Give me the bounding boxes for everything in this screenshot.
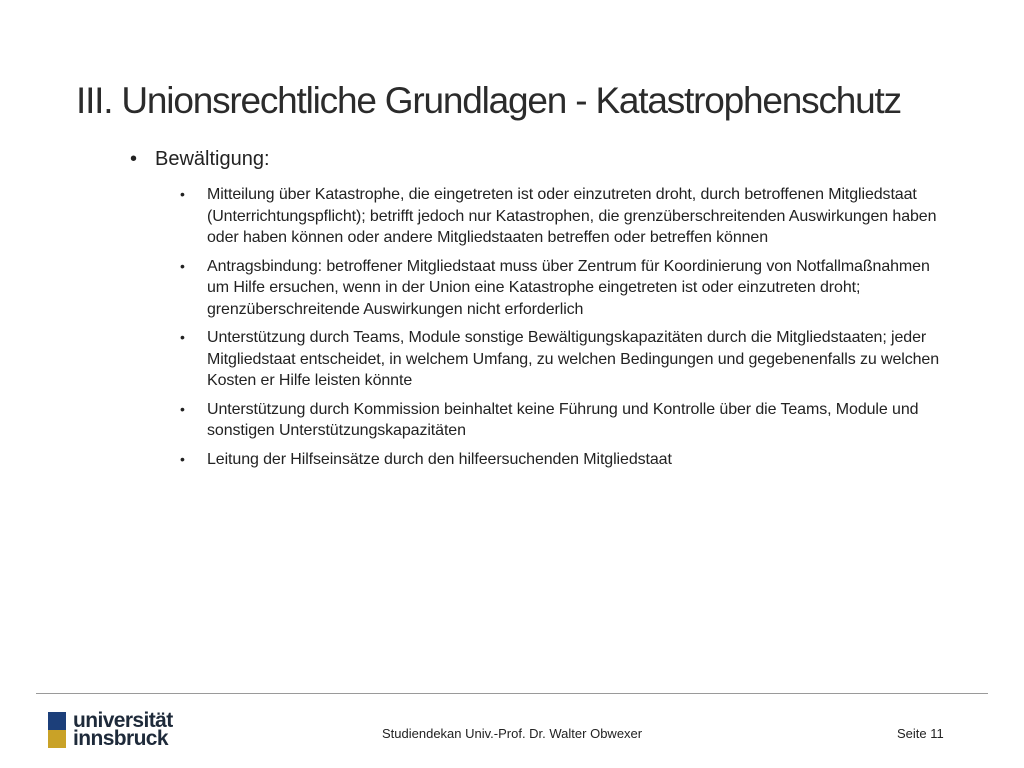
level1-bullet-item — [130, 148, 270, 171]
sub-bullet-list — [180, 184, 940, 477]
bullet-marker: • — [130, 148, 138, 170]
slide-title: III. Unionsrechtliche Grundlagen - Katastrophenschutz — [76, 80, 901, 121]
list-item-text: Mitteilung über Katastrophe, die eingetreten ist oder einzutreten droht, durch betroffenen Mitgliedstaat (Unterrichtungspflicht); betrifft jedoch nur Katastrophen, die grenzüberschreitenden Auswirkungen haben oder haben können oder andere Mitgliedstaaten betreffen oder betreffen können — [207, 186, 937, 246]
level1-text: Bewältigung: — [155, 148, 270, 170]
list-item-text: Unterstützung durch Kommission beinhaltet keine Führung und Kontrolle über die Teams, Module und sonstigen Unterstützungskapazitäten — [207, 400, 919, 439]
list-item-text: Antragsbindung: betroffener Mitgliedstaat muss über Zentrum für Koordinierung von Notfallmaßnahmen um Hilfe ersuchen, wenn in der Union eine Katastrophe eingetreten ist oder einzutreten droht; grenzüberschreitende Auswirkungen nicht erforderlich — [207, 257, 930, 318]
logo-mark-icon — [48, 712, 66, 748]
list-item — [180, 327, 940, 392]
logo-square-blue — [48, 712, 66, 730]
bullet-marker: • — [180, 450, 185, 467]
bullet-marker: • — [180, 257, 185, 274]
list-item-text: Leitung der Hilfseinsätze durch den hilfeersuchenden Mitgliedstaat — [207, 450, 672, 468]
page-number: Seite 11 — [897, 726, 944, 741]
bullet-marker: • — [180, 329, 185, 345]
list-item — [180, 256, 940, 321]
list-item — [180, 184, 940, 249]
bullet-marker: • — [180, 186, 185, 202]
logo-text — [73, 709, 173, 750]
footer-divider — [36, 693, 988, 694]
logo-line-1: universität — [73, 709, 173, 732]
bullet-marker: • — [180, 400, 185, 417]
logo-line-2: innsbruck — [73, 727, 168, 750]
university-logo — [48, 709, 173, 750]
list-item — [180, 449, 940, 471]
list-item-text: Unterstützung durch Teams, Module sonstige Bewältigungskapazitäten durch die Mitgliedstaaten; jeder Mitgliedstaat entscheidet, in welchem Umfang, zu welchen Bedingungen und gegebenenfalls zu welchen Kosten er Hilfe leisten könnte — [207, 329, 940, 389]
logo-square-gold — [48, 730, 66, 748]
list-item — [180, 399, 940, 442]
footer-presenter: Studiendekan Univ.-Prof. Dr. Walter Obwexer — [382, 726, 643, 741]
